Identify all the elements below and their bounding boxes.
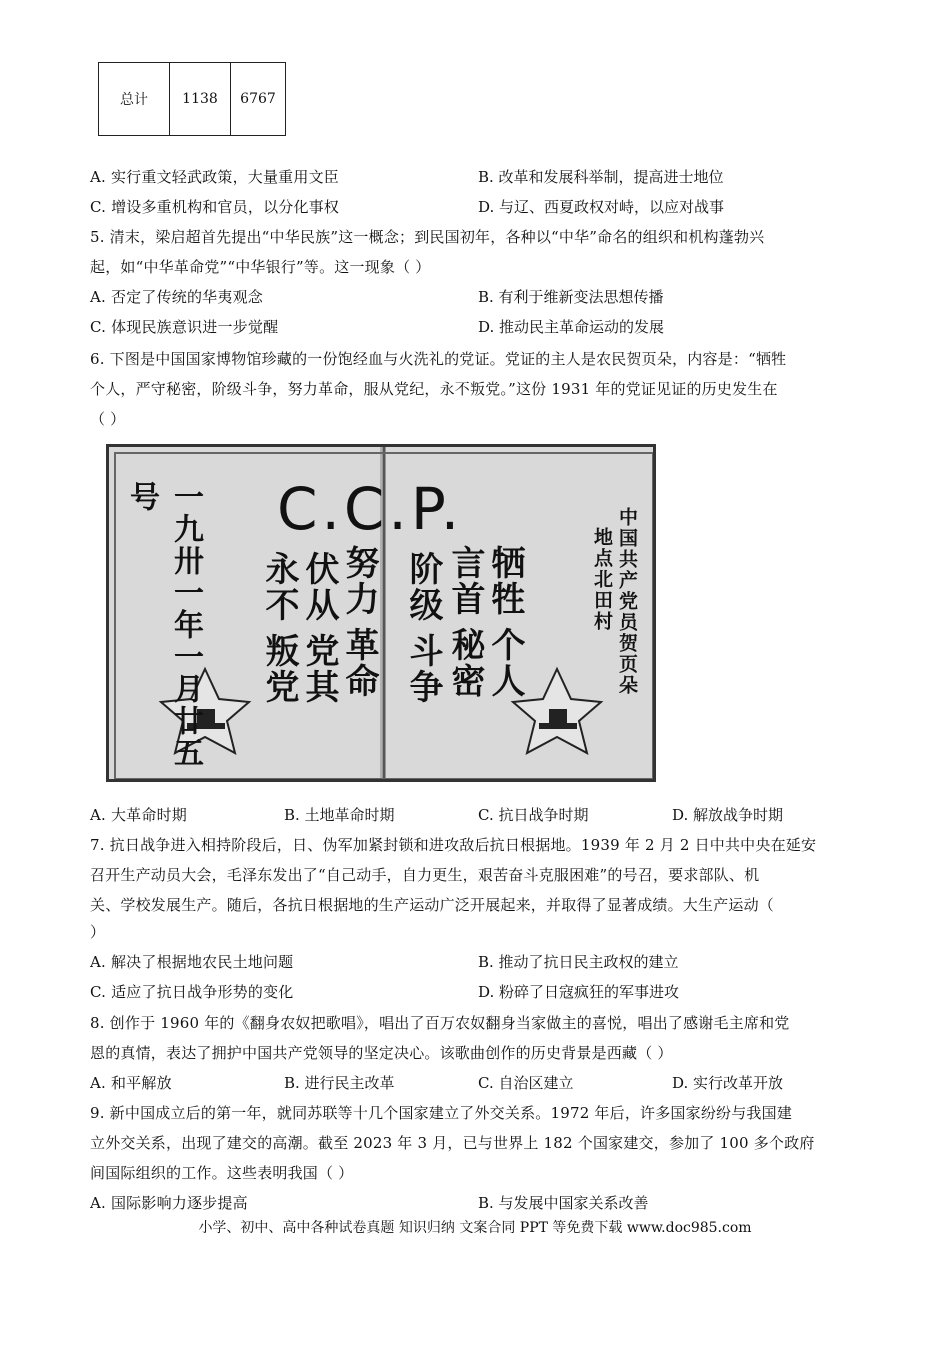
q7-option-d: D. 粉碎了日寇疯狂的军事进攻 bbox=[478, 983, 680, 1001]
footer-download-note: 小学、初中、高中各种试卷真题 知识归纳 文案合同 PPT 等免费下载 www.doc985.com bbox=[198, 1220, 752, 1236]
q8-stem-line-2: 恩的真情，表达了拥护中国共产党领导的坚定决心。该歌曲创作的历史背景是西藏（ ） bbox=[90, 1044, 673, 1062]
card-oath-12: 叛党 bbox=[259, 633, 299, 705]
q7-stem-line-3: 关、学校发展生产。随后，各抗日根据地的生产运动广泛开展起来，并取得了显著成绩。大生产运动（ bbox=[90, 896, 775, 914]
q5-stem-line-1: 5. 清末，梁启超首先提出“中华民族”这一概念；到民国初年，各种以“中华”命名的组织和机构蓬勃兴 bbox=[90, 228, 765, 246]
card-oath-3: 言首 bbox=[445, 545, 485, 617]
table-value-cell-2: 6767 bbox=[231, 63, 286, 136]
q9-stem-line-1: 9. 新中国成立后的第一年，就同苏联等十几个国家建立了外交关系。1972 年后，许多国家纷纷与我国建 bbox=[90, 1104, 793, 1122]
q7-stem-line-4: ） bbox=[90, 923, 106, 941]
card-location-column: 地点北田村 bbox=[591, 527, 613, 632]
q7-stem-line-1: 7. 抗日战争进入相持阶段后，日、伪军加紧封锁和进攻敌后抗日根据地。1939 年 2 月 2 日中共中央在延安 bbox=[90, 836, 817, 854]
party-card-photo bbox=[106, 444, 656, 782]
q7-option-c: C. 适应了抗日战争形势的变化 bbox=[90, 983, 294, 1001]
card-oath-7: 努力 bbox=[339, 545, 379, 617]
card-member-column: 中国共产党员贺页朵 bbox=[616, 507, 638, 696]
q9-option-a: A. 国际影响力逐步提高 bbox=[90, 1194, 248, 1212]
q8-stem-line-1: 8. 创作于 1960 年的《翻身农奴把歌唱》，唱出了百万农奴翻身当家做主的喜悦，唱出了感谢毛主席和党 bbox=[90, 1014, 790, 1032]
q6-option-c: C. 抗日战争时期 bbox=[478, 806, 589, 824]
total-table bbox=[98, 62, 286, 136]
card-ccp-letters: C.C.P. bbox=[277, 475, 464, 543]
card-oath-8: 革命 bbox=[339, 627, 379, 699]
card-oath-5: 阶级 bbox=[403, 551, 443, 623]
q5-option-c: C. 体现民族意识进一步觉醒 bbox=[90, 318, 279, 336]
card-oath-4: 秘密 bbox=[445, 627, 485, 699]
q4-option-b: B. 改革和发展科举制，提高进士地位 bbox=[478, 168, 724, 186]
q9-option-b: B. 与发展中国家关系改善 bbox=[478, 1194, 649, 1212]
q6-stem-line-2: 个人，严守秘密，阶级斗争，努力革命，服从党纪，永不叛党。”这份 1931 年的党证见证的历史发生在 bbox=[90, 380, 778, 398]
q4-option-c: C. 增设多重机构和官员，以分化事权 bbox=[90, 198, 340, 216]
q6-stem-line-3: （ ） bbox=[90, 410, 126, 428]
card-oath-2: 个人 bbox=[485, 627, 525, 699]
card-oath-11: 永不 bbox=[259, 551, 299, 623]
q7-option-a: A. 解决了根据地农民土地问题 bbox=[90, 953, 294, 971]
card-oath-9: 伏从 bbox=[299, 551, 339, 623]
q9-stem-line-3: 间国际组织的工作。这些表明我国（ ） bbox=[90, 1164, 354, 1182]
card-date-column: 一九卅一年一月廿五号 bbox=[124, 481, 203, 769]
q4-option-a: A. 实行重文轻武政策，大量重用文臣 bbox=[90, 168, 339, 186]
table-row bbox=[99, 63, 286, 136]
q8-option-a: A. 和平解放 bbox=[90, 1074, 172, 1092]
table-value-cell-1: 1138 bbox=[170, 63, 231, 136]
q5-option-d: D. 推动民主革命运动的发展 bbox=[478, 318, 665, 336]
q7-option-b: B. 推动了抗日民主政权的建立 bbox=[478, 953, 679, 971]
q8-option-b: B. 进行民主改革 bbox=[284, 1074, 395, 1092]
q6-stem-line-1: 6. 下图是中国国家博物馆珍藏的一份饱经血与火洗礼的党证。党证的主人是农民贺页朵，内容是：“牺牲 bbox=[90, 350, 787, 368]
q8-option-c: C. 自治区建立 bbox=[478, 1074, 574, 1092]
q9-stem-line-2: 立外交关系，出现了建交的高潮。截至 2023 年 3 月，已与世界上 182 个国家建交，参加了 100 多个政府 bbox=[90, 1134, 815, 1152]
q8-option-d: D. 实行改革开放 bbox=[672, 1074, 784, 1092]
card-oath-6: 斗争 bbox=[403, 633, 443, 705]
q6-option-a: A. 大革命时期 bbox=[90, 806, 187, 824]
q5-stem-line-2: 起，如“中华革命党”“中华银行”等。这一现象（ ） bbox=[90, 258, 431, 276]
q5-option-a: A. 否定了传统的华夷观念 bbox=[90, 288, 263, 306]
card-oath-10: 党其 bbox=[299, 633, 339, 705]
q6-option-b: B. 土地革命时期 bbox=[284, 806, 395, 824]
q7-stem-line-2: 召开生产动员大会，毛泽东发出了“自己动手，自力更生，艰苦奋斗克服困难”的号召，要求部队、机 bbox=[90, 866, 760, 884]
q5-option-b: B. 有利于维新变法思想传播 bbox=[478, 288, 664, 306]
q4-option-d: D. 与辽、西夏政权对峙，以应对战事 bbox=[478, 198, 725, 216]
card-oath-1: 牺牲 bbox=[485, 545, 525, 617]
table-label-cell: 总计 bbox=[99, 63, 170, 136]
q6-option-d: D. 解放战争时期 bbox=[672, 806, 784, 824]
